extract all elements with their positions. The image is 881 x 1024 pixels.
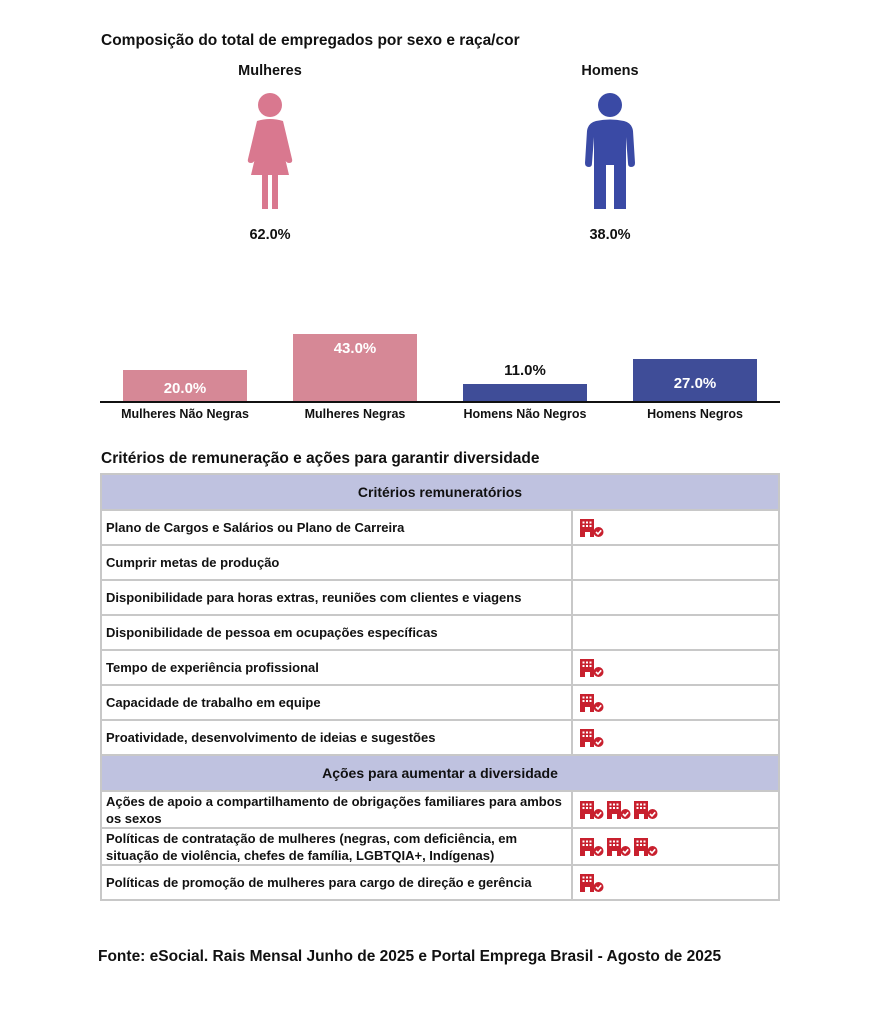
men-percent: 38.0% [589,227,631,243]
section-title: Critérios de remuneração e ações para garantir diversidade [101,450,540,467]
row-label: Ações de apoio a compartilhamento de obrigações familiares para ambos os sexos [102,792,571,827]
company-check-icon [633,837,659,857]
bar-chart [100,320,780,430]
source-note: Fonte: eSocial. Rais Mensal Junho de 2025 e Portal Emprega Brasil - Agosto de 2025 [98,948,722,965]
table-row [102,829,778,864]
table-row [102,651,778,684]
company-check-icon [606,837,632,857]
woman-icon [240,91,300,211]
company-check-icon [579,837,605,857]
table-row [102,581,778,614]
row-icons [573,686,778,719]
company-check-icon [579,800,605,820]
row-label: Plano de Cargos e Salários ou Plano de Carreira [102,511,571,544]
page-title: Composição do total de empregados por sexo e raça/cor [101,32,520,49]
company-check-icon [579,728,605,748]
bar-value-label: 27.0% [673,374,717,392]
row-label: Políticas de contratação de mulheres (negras, com deficiência, em situação de violência, chefes de família, LGBTQIA+, Indígenas) [102,829,571,864]
women-percent: 62.0% [249,227,291,243]
company-check-icon [606,800,632,820]
group-header-row [102,475,778,509]
men-block [540,63,680,243]
row-label: Políticas de promoção de mulheres para cargo de direção e gerência [102,866,571,899]
men-label: Homens [581,63,639,79]
man-icon [580,91,640,211]
row-icons [573,651,778,684]
bar-value-label: 11.0% [504,361,546,379]
table-row [102,511,778,544]
x-tick-label: Homens Não Negros [463,407,587,421]
row-icons [573,616,778,649]
row-label: Tempo de experiência profissional [102,651,571,684]
row-icons [573,511,778,544]
table-row [102,546,778,579]
table-row [102,616,778,649]
row-label: Capacidade de trabalho em equipe [102,686,571,719]
group-header: Ações para aumentar a diversidade [102,756,778,790]
table-row [102,866,778,899]
row-icons [573,792,778,827]
table-row [102,686,778,719]
women-block [200,63,340,243]
table-row [102,792,778,827]
group-header-row [102,756,778,790]
company-check-icon [579,873,605,893]
company-check-icon [579,693,605,713]
row-label: Proatividade, desenvolvimento de ideias e sugestões [102,721,571,754]
row-icons [573,721,778,754]
company-check-icon [579,518,605,538]
x-tick-label: Homens Negros [647,407,743,421]
women-label: Mulheres [238,63,302,79]
row-label: Cumprir metas de produção [102,546,571,579]
x-tick-label: Mulheres Não Negras [121,407,249,421]
row-icons [573,581,778,614]
company-check-icon [579,658,605,678]
row-icons [573,866,778,899]
row-icons [573,829,778,864]
bar-value-label: 20.0% [163,380,207,398]
row-icons [573,546,778,579]
row-label: Disponibilidade para horas extras, reuniões com clientes e viagens [102,581,571,614]
table-row [102,721,778,754]
x-tick-label: Mulheres Negras [304,407,406,421]
bar [463,384,587,401]
x-axis-line [100,401,780,403]
company-check-icon [633,800,659,820]
row-label: Disponibilidade de pessoa em ocupações específicas [102,616,571,649]
criteria-table [100,473,780,901]
bar-value-label: 43.0% [333,340,377,357]
group-header: Critérios remuneratórios [102,475,778,509]
